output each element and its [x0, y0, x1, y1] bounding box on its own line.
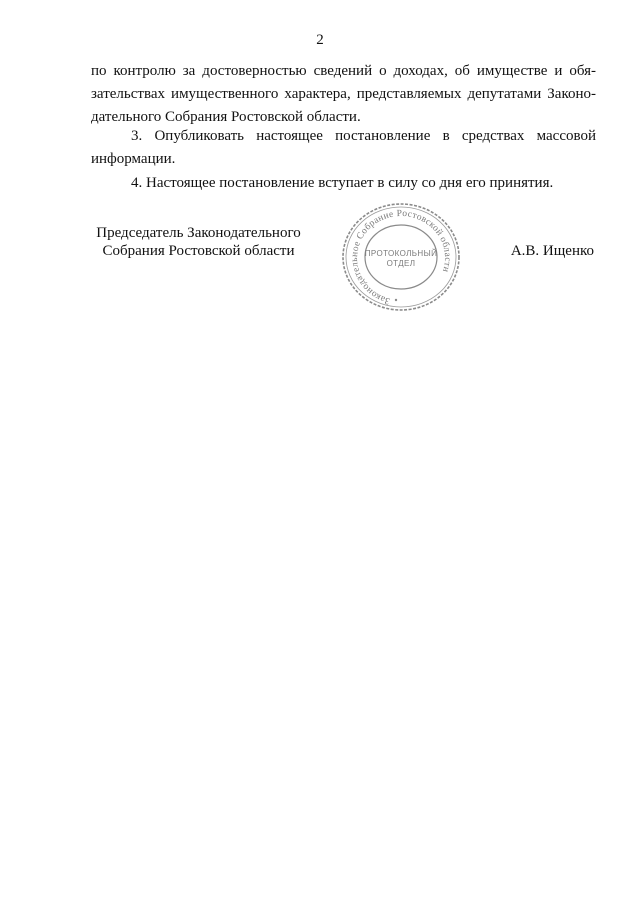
svg-text:ПРОТОКОЛЬНЫЙ: ПРОТОКОЛЬНЫЙ — [364, 249, 438, 258]
paragraph-item-3 — [91, 125, 596, 171]
official-stamp — [336, 200, 466, 314]
paragraph-line: зательствах имущественного характера, представляемых депутатами Законо- — [91, 86, 596, 102]
paragraph-line: дательного Собрания Ростовской области. — [91, 109, 361, 125]
paragraph-item-4 — [91, 172, 596, 195]
svg-text:Законодательное Собрание Росто: Законодательное Собрание Ростовской области — [349, 208, 453, 306]
paragraph-line: 4. Настоящее постановление вступает в силу со дня его принятия. — [131, 175, 554, 191]
signature-name: А.В. Ищенко — [510, 243, 594, 259]
paragraph-line: по контролю за достоверностью сведений о доходах, об имуществе и обя- — [91, 63, 596, 79]
signature-title — [91, 224, 306, 260]
paragraph-continuation — [91, 60, 596, 129]
signature-title-line: Председатель Законодательного — [96, 225, 301, 241]
svg-text:ОТДЕЛ: ОТДЕЛ — [386, 259, 416, 268]
paragraph-line: 3. Опубликовать настоящее постановление в средствах массовой — [131, 128, 596, 144]
stamp-seal-image — [336, 200, 466, 314]
paragraph-line: информации. — [91, 151, 176, 167]
signature-title-line: Собрания Ростовской области — [102, 243, 295, 259]
page-number: 2 — [316, 32, 324, 48]
